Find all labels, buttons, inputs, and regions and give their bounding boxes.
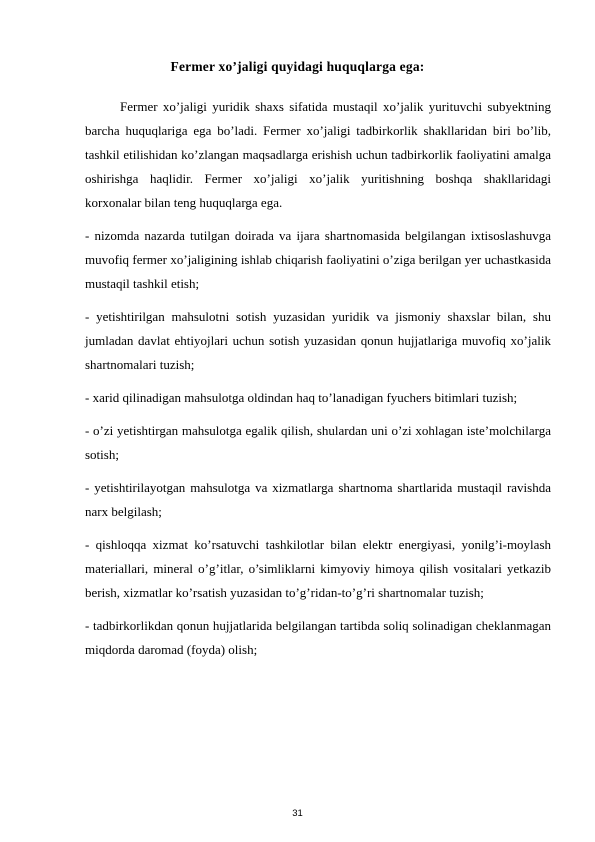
list-item: - qishloqqa xizmat ko’rsatuvchi tashkilotlar bilan elektr energiyasi, yonilg’i-moylash materiallari, mineral o’g’itlar, o’simliklarni kimyoviy himoya qilish vositalari yetkazib berish, xizmatlar ko’rsatish yuzasidan to’g’ridan-to’g’ri shartnomalar tuzish; (85, 537, 551, 600)
list-item: - nizomda nazarda tutilgan doirada va ijara shartnomasida belgilangan ixtisoslashuvga muvofiq fermer xo’jaligining ishlab chiqarish faoliyatini o’ziga berilgan yer uchastkasida mustaqil tashkil etish; (85, 228, 551, 291)
list-item: - yetishtirilgan mahsulotni sotish yuzasidan yuridik va jismoniy shaxslar bilan, shu jumladan davlat ehtiyojlari uchun sotish yuzasidan qonun hujjatlariga muvofiq xo’jalik shartnomalari tuzish; (85, 309, 551, 372)
document-body (85, 95, 551, 671)
page-title: Fermer xo’jaligi quyidagi huquqlarga ega: (170, 59, 425, 74)
page-number: 31 (292, 808, 303, 819)
intro-paragraph: Fermer xo’jaligi yuridik shaxs sifatida mustaqil xo’jalik yurituvchi subyektning barcha huquqlariga ega bo’ladi. Fermer xo’jaligi tadbirkorlik shakllaridan biri bo’lib, tashkil etilishidan ko’zlangan maqsadlarga erishish uchun tadbirkorlik faoliyatini amalga oshirishga haqlidir. Fermer xo’jaligi xo’jalik yuritishning boshqa shakllaridagi korxonalar bilan teng huquqlarga ega. (85, 99, 551, 210)
list-item: - o’zi yetishtirgan mahsulotga egalik qilish, shulardan uni o’zi xohlagan iste’molchilarga sotish; (85, 423, 551, 462)
list-item: - xarid qilinadigan mahsulotga oldindan haq to’lanadigan fyuchers bitimlari tuzish; (85, 390, 518, 405)
list-item: - tadbirkorlikdan qonun hujjatlarida belgilangan tartibda soliq solinadigan cheklanmagan miqdorda daromad (foyda) olish; (85, 618, 551, 657)
list-item: - yetishtirilayotgan mahsulotga va xizmatlarga shartnoma shartlarida mustaqil ravishda narx belgilash; (85, 480, 551, 519)
